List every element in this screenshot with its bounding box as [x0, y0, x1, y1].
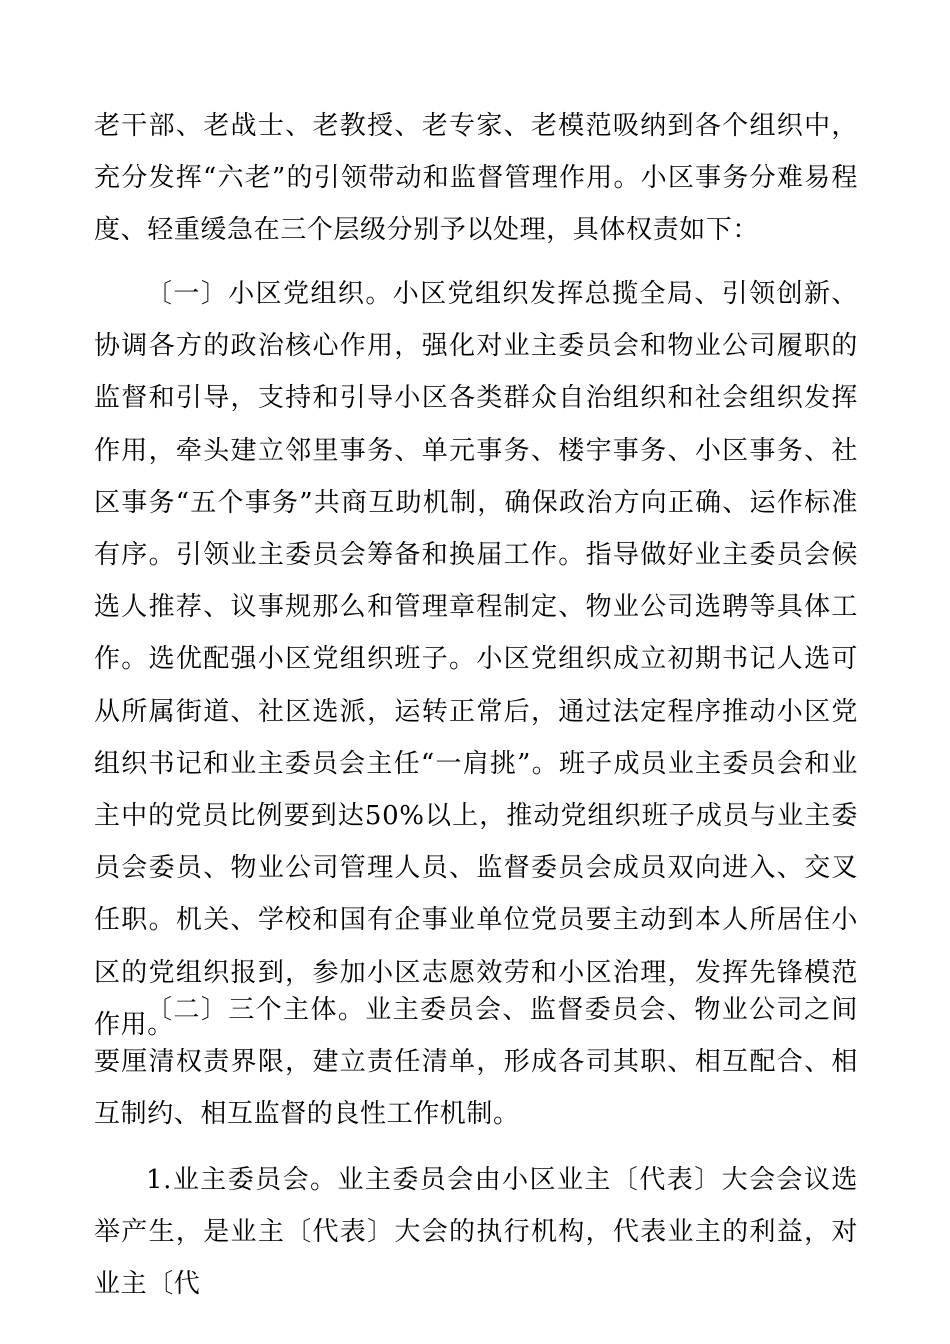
- paragraph-owners-committee: 1.业主委员会。业主委员会由小区业主〔代表〕大会会议选举产生，是业主〔代表〕大会的执行机构，代表业主的利益，对业主〔代: [94, 1165, 858, 1300]
- paragraph-party-organization: 〔一〕小区党组织。小区党组织发挥总揽全局、引领创新、协调各方的政治核心作用，强化对业主委员会和物业公司履职的监督和引导，支持和引导小区各类群众自治组织和社会组织发挥作用，牵头建立邻里事务、单元事务、楼宇事务、小区事务、社区事务“五个事务”共商互助机制，确保政治方向正确、运作标准有序。引领业主委员会筹备和换届工作。指导做好业主委员会候选人推荐、议事规那么和管理章程制定、物业公司选聘等具体工作。选优配强小区党组织班子。小区党组织成立初期书记人选可从所属街道、社区选派，运转正常后，通过法定程序推动小区党组织书记和业主委员会主任“一肩挑”。班子成员业主委员会和业主中的党员比例要到达50%以上，推动党组织班子成员与业主委员会委员、物业公司管理人员、监督委员会成员双向进入、交叉任职。机关、学校和国有企事业单位党员要主动到本人所居住小区的党组织报到，参加小区志愿效劳和小区治理，发挥先锋模范作用。: [94, 279, 858, 1040]
- paragraph-three-subjects: 〔二〕三个主体。业主委员会、监督委员会、物业公司之间要厘清权责界限，建立责任清单，形成各司其职、相互配合、相互制约、相互监督的良性工作机制。: [94, 995, 858, 1130]
- paragraph-six-elders: 老干部、老战士、老教授、老专家、老模范吸纳到各个组织中，充分发挥“六老”的引领带动和监督管理作用。小区事务分难易程度、轻重缓急在三个层级分别予以处理，具体权责如下：: [94, 111, 858, 246]
